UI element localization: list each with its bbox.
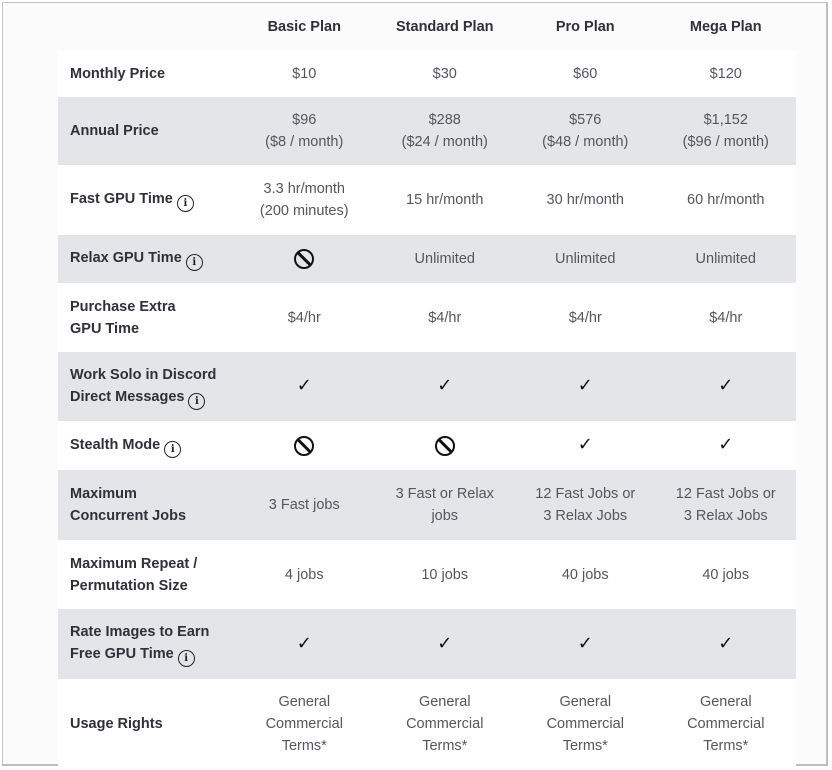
row-label-line: Usage Rights <box>70 715 163 732</box>
cell-standard-plan <box>375 435 516 457</box>
table-row-usage-rights <box>58 679 796 768</box>
cell-value-line: jobs <box>431 508 459 524</box>
cell-mega-plan <box>656 375 797 398</box>
cell-value-line: $120 <box>709 65 742 82</box>
row-label-line <box>70 188 234 212</box>
cell-standard-plan <box>375 375 516 398</box>
cell-mega-plan <box>656 564 797 586</box>
cell-basic-plan <box>234 248 375 270</box>
row-label-text: Free GPU Time <box>70 646 174 662</box>
cell-standard-plan <box>375 307 516 329</box>
cell-value-line: $4/hr <box>428 309 462 326</box>
cell-standard-plan <box>375 248 516 270</box>
row-label-line: GPU Time <box>70 320 140 337</box>
row-label <box>58 364 234 410</box>
cell-standard-plan <box>375 564 516 586</box>
table-row-stealth-mode <box>58 421 796 470</box>
table-header <box>58 3 796 50</box>
row-label <box>58 553 234 597</box>
cell-value-line: ($8 / month) <box>265 134 344 150</box>
cell-value-line: 3 Fast or Relax <box>395 486 494 502</box>
cell-basic-plan <box>234 307 375 329</box>
cell-value-line: General <box>278 693 331 710</box>
cell-value-line: 60 hr/month <box>687 192 765 208</box>
cell-basic-plan <box>234 633 375 656</box>
check-icon: ✓ <box>577 632 593 654</box>
info-icon[interactable]: i <box>178 650 195 667</box>
info-icon[interactable]: i <box>164 441 181 458</box>
cell-standard-plan <box>375 189 516 211</box>
row-label-line: Concurrent Jobs <box>70 508 187 524</box>
cell-value-line: 3.3 hr/month <box>263 181 345 197</box>
cell-value-line: 12 Fast Jobs or <box>535 486 636 502</box>
cell-value-line: 15 hr/month <box>406 192 484 208</box>
cell-pro-plan <box>515 109 656 153</box>
cell-basic-plan <box>234 564 375 586</box>
pricing-table <box>58 3 796 768</box>
row-label-text: Relax GPU Time <box>70 250 182 266</box>
row-label-line <box>70 434 234 458</box>
cell-standard-plan <box>375 109 516 153</box>
cell-mega-plan <box>656 633 797 656</box>
row-label-text: Fast GPU Time <box>70 191 173 207</box>
cell-value-line: Terms* <box>422 737 468 754</box>
table-row-annual-price <box>58 97 796 165</box>
cell-value-line: Terms* <box>703 737 749 754</box>
cell-mega-plan <box>656 248 797 270</box>
cell-value-line: Unlimited <box>555 251 616 267</box>
cell-pro-plan <box>515 691 656 757</box>
table-row-purchase-extra-gpu-time <box>58 283 796 352</box>
cell-value-line: ($48 / month) <box>542 134 629 150</box>
cell-value-line: 40 jobs <box>702 566 750 583</box>
row-label-line: Maximum Repeat / <box>70 555 198 572</box>
cell-basic-plan <box>234 494 375 516</box>
cell-mega-plan <box>656 483 797 527</box>
table-row-rate-images-to-earn-free-gpu-time <box>58 609 796 679</box>
cell-mega-plan <box>656 434 797 457</box>
row-label <box>58 120 234 142</box>
row-label-line: Rate Images to Earn <box>70 624 210 640</box>
table-row-work-solo-in-discord-direct-messages <box>58 352 796 421</box>
row-label <box>58 483 234 527</box>
info-icon[interactable]: i <box>186 254 203 271</box>
row-label-line <box>70 247 234 271</box>
cell-value-line: 3 Relax Jobs <box>543 508 628 524</box>
cell-value-line: $288 <box>428 112 461 128</box>
row-label-line <box>70 386 234 410</box>
cell-value-line: Terms* <box>562 737 608 754</box>
cell-standard-plan <box>375 483 516 527</box>
row-label <box>58 63 234 85</box>
cell-value-line: $576 <box>569 112 602 128</box>
cell-value-line: General <box>418 693 471 710</box>
check-icon: ✓ <box>577 375 593 396</box>
row-label <box>58 621 234 667</box>
cell-pro-plan <box>515 307 656 329</box>
cell-standard-plan <box>375 63 516 85</box>
cell-value-line: ($24 / month) <box>401 134 488 150</box>
cell-value-line: 4 jobs <box>284 566 324 583</box>
row-label-line: Work Solo in Discord <box>70 366 217 383</box>
cell-value-line: General <box>699 693 752 710</box>
cell-mega-plan <box>656 307 797 329</box>
cell-value-line: $4/hr <box>709 309 743 326</box>
cell-mega-plan <box>656 691 797 757</box>
cell-value-line: $96 <box>292 112 317 128</box>
not-available-icon <box>294 436 314 456</box>
check-icon: ✓ <box>296 375 312 396</box>
cell-pro-plan <box>515 248 656 270</box>
cell-value-line: 3 Relax Jobs <box>683 508 768 524</box>
row-label <box>58 247 234 271</box>
table-row-relax-gpu-time <box>58 235 796 283</box>
cell-basic-plan <box>234 178 375 222</box>
header-pro-plan: Pro Plan <box>555 18 615 35</box>
pricing-frame <box>2 2 828 766</box>
cell-value-line: ($96 / month) <box>682 134 769 150</box>
cell-pro-plan <box>515 189 656 211</box>
row-label <box>58 713 234 735</box>
cell-value-line: (200 minutes) <box>259 203 349 219</box>
cell-value-line: $60 <box>573 65 598 82</box>
cell-value-line: $30 <box>432 65 457 82</box>
row-label-line: Monthly Price <box>70 65 166 82</box>
row-label-text: Direct Messages <box>70 388 185 405</box>
check-icon: ✓ <box>718 434 734 455</box>
check-icon: ✓ <box>437 375 453 396</box>
cell-value-line: $4/hr <box>287 309 321 326</box>
row-label-line <box>70 643 234 667</box>
not-available-icon <box>294 249 314 269</box>
cell-value-line: Terms* <box>281 737 327 754</box>
cell-pro-plan <box>515 375 656 398</box>
cell-value-line: 10 jobs <box>421 566 469 583</box>
table-row-maximum-concurrent-jobs <box>58 470 796 540</box>
row-label-line: Permutation Size <box>70 577 188 594</box>
cell-value-line: General <box>559 693 612 710</box>
check-icon: ✓ <box>577 434 593 455</box>
not-available-icon <box>435 436 455 456</box>
table-row-fast-gpu-time <box>58 165 796 235</box>
cell-standard-plan <box>375 691 516 757</box>
cell-value-line: $10 <box>292 65 317 82</box>
cell-pro-plan <box>515 434 656 457</box>
cell-pro-plan <box>515 564 656 586</box>
cell-value-line: $4/hr <box>568 309 602 326</box>
cell-basic-plan <box>234 109 375 153</box>
cell-value-line: Unlimited <box>414 251 475 267</box>
cell-standard-plan <box>375 633 516 656</box>
cell-value-line: Commercial <box>546 715 624 732</box>
cell-mega-plan <box>656 63 797 85</box>
row-label-text: Stealth Mode <box>70 436 161 453</box>
cell-value-line: $1,152 <box>703 112 748 128</box>
table-row-monthly-price <box>58 50 796 97</box>
cell-pro-plan <box>515 483 656 527</box>
info-icon[interactable]: i <box>177 195 194 212</box>
check-icon: ✓ <box>296 632 312 654</box>
row-label <box>58 296 234 340</box>
row-label <box>58 188 234 212</box>
check-icon: ✓ <box>437 632 453 654</box>
cell-value-line: 3 Fast jobs <box>268 497 340 513</box>
header-basic-plan: Basic Plan <box>267 18 341 35</box>
row-label-line: Annual Price <box>70 123 159 139</box>
cell-value-line: Unlimited <box>695 251 756 267</box>
cell-value-line: 12 Fast Jobs or <box>675 486 776 502</box>
cell-mega-plan <box>656 189 797 211</box>
row-label <box>58 434 234 458</box>
cell-basic-plan <box>234 63 375 85</box>
cell-value-line: Commercial <box>687 715 765 732</box>
header-standard-plan: Standard Plan <box>396 18 494 35</box>
header-mega-plan: Mega Plan <box>689 18 762 35</box>
cell-basic-plan <box>234 691 375 757</box>
cell-basic-plan <box>234 375 375 398</box>
cell-value-line: Commercial <box>265 715 343 732</box>
row-label-line: Purchase Extra <box>70 298 176 315</box>
cell-basic-plan <box>234 435 375 457</box>
row-label-line: Maximum <box>70 486 137 502</box>
check-icon: ✓ <box>718 375 734 396</box>
cell-mega-plan <box>656 109 797 153</box>
cell-value-line: 30 hr/month <box>546 192 624 208</box>
cell-value-line: 40 jobs <box>561 566 609 583</box>
cell-pro-plan <box>515 633 656 656</box>
check-icon: ✓ <box>718 632 734 654</box>
info-icon[interactable]: i <box>188 393 205 410</box>
cell-pro-plan <box>515 63 656 85</box>
table-row-maximum-repeat-permutation-size <box>58 540 796 609</box>
cell-value-line: Commercial <box>406 715 484 732</box>
